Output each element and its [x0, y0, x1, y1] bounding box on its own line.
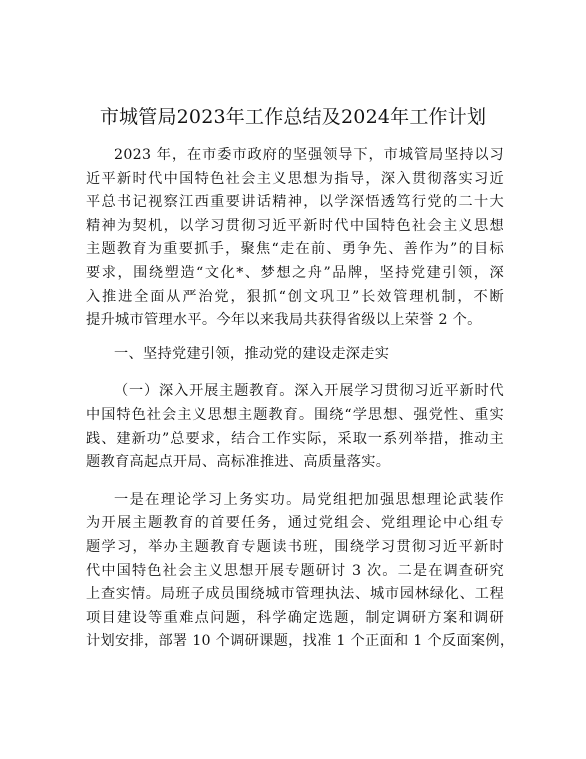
text-line: 提升城市管理水平。今年以来我局共获得省级以上荣誉 2 个。 [86, 312, 482, 329]
text-line: 项目建设等重难点问题，科学确定选题，制定调研方案和调研 [86, 609, 504, 626]
text-line: 为开展主题教育的首要任务，通过党组会、党组理论中心组专 [86, 515, 504, 532]
text-line: 平总书记视察江西重要讲话精神，以学深悟透笃行党的二十大 [86, 194, 504, 211]
section-heading: 一、坚持党建引领，推动党的建设走深走实 [114, 345, 390, 362]
intro-paragraph [86, 144, 504, 333]
text-line: 上查实情。局班子成员围绕城市管理执法、城市园林绿化、工程 [86, 586, 504, 603]
subsection-paragraph [86, 380, 504, 474]
text-line: 题教育高起点开局、高标准推进、高质量落实。 [86, 454, 391, 471]
document-body [86, 144, 515, 654]
body-paragraph [86, 489, 515, 654]
text-line: 题学习，举办主题教育专题读书班，围绕学习贯彻习近平新时 [86, 538, 504, 555]
text-line: （一）深入开展主题教育。深入开展学习贯彻习近平新时代 [114, 383, 504, 400]
text-line: 精神为契机，以学习贯彻习近平新时代中国特色社会主义思想 [86, 217, 504, 234]
text-line: 代中国特色社会主义思想开展专题研讨 3 次。二是在调查研究 [86, 562, 504, 579]
text-line: 入推进全面从严治党，狠抓“创文巩卫”长效管理机制，不断 [86, 288, 504, 305]
text-line: 中国特色社会主义思想主题教育。围绕“学思想、强党性、重实 [86, 406, 504, 423]
text-line: 践、建新功”总要求，结合工作实际，采取一系列举措，推动主 [86, 430, 504, 447]
document-title: 市城管局2023年工作总结及2024年工作计划 [99, 106, 487, 128]
text-line: 近平新时代中国特色社会主义思想为指导，深入贯彻落实习近 [86, 170, 504, 187]
text-line: 一是在理论学习上务实功。局党组把加强思想理论武装作 [114, 491, 504, 508]
text-line: 要求，围绕塑造“文化*、梦想之舟”品牌，坚持党建引领，深 [86, 264, 504, 281]
text-line: 主题教育为重要抓手，聚焦“走在前、勇争先、善作为”的目标 [86, 241, 504, 258]
text-line: 计划安排，部署 10 个调研课题，找准 1 个正面和 1 个反面案例， [86, 633, 515, 650]
text-line: 2023 年，在市委市政府的坚强领导下，市城管局坚持以习 [114, 147, 504, 163]
